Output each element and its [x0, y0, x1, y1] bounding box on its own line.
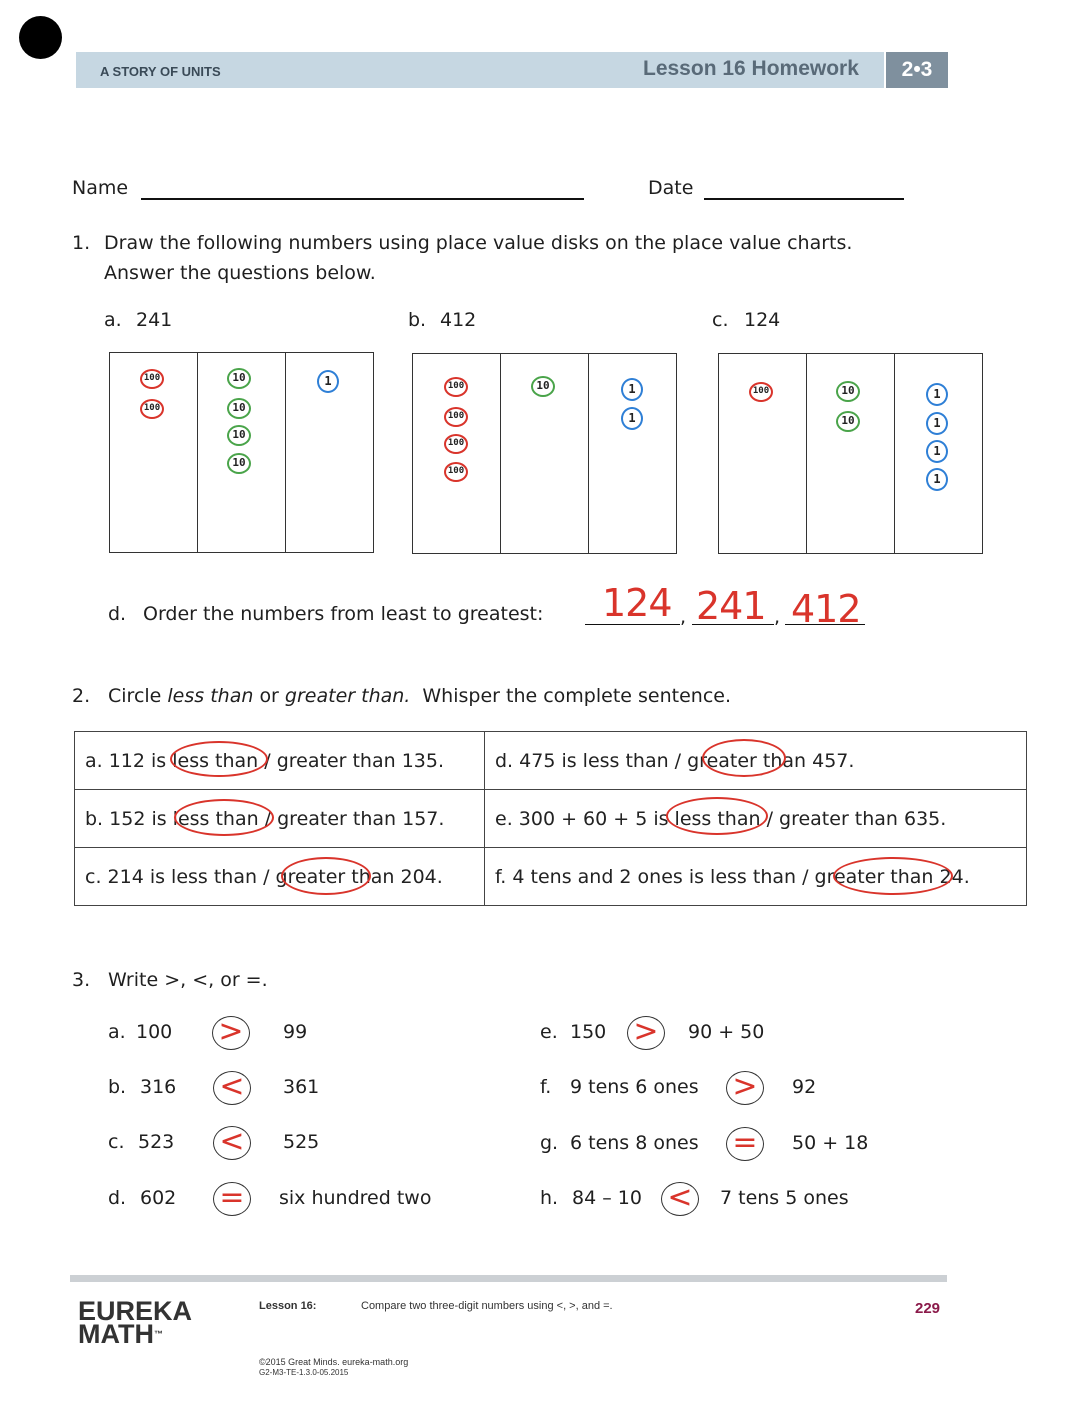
q3-instructions: Write >, <, or =.	[108, 969, 268, 991]
circled-answer-q2a	[170, 741, 268, 777]
q3h-left: 84 – 10	[572, 1187, 642, 1209]
hundreds-disk: 100	[444, 407, 468, 427]
q2d-cell: d. 475 is less than / greater than 457.	[485, 732, 1027, 790]
circled-answer-q2e	[666, 797, 768, 835]
chart-divider	[588, 354, 589, 553]
q3h-label: h.	[540, 1187, 559, 1209]
q3e-label: e.	[540, 1021, 558, 1043]
circled-answer-q2b	[174, 799, 274, 836]
place-value-chart-c	[718, 353, 983, 554]
q3e-right: 90 + 50	[688, 1021, 765, 1043]
q3f-label: f.	[540, 1076, 552, 1098]
q3d-label: d.	[108, 1187, 127, 1209]
q1b-label: b.	[408, 309, 427, 331]
circled-answer-q2f	[833, 857, 953, 895]
q3g-label: g.	[540, 1132, 559, 1154]
q2e-cell: e. 300 + 60 + 5 is less than / greater than 635.	[485, 790, 1027, 848]
hundreds-disk: 100	[749, 382, 773, 402]
q3c-right: 525	[283, 1131, 320, 1153]
q3b-symbol[interactable]: <	[213, 1071, 251, 1105]
name-field[interactable]	[141, 198, 584, 200]
q3f-left: 9 tens 6 ones	[570, 1076, 699, 1098]
tens-disk: 10	[836, 381, 860, 402]
ones-disk: 1	[926, 440, 948, 463]
q3f-right: 92	[792, 1076, 817, 1098]
chart-divider	[197, 353, 198, 552]
q2b-cell: b. 152 is less than / greater than 157.	[75, 790, 485, 848]
q2-instr-or: or	[259, 685, 279, 707]
q3e-symbol[interactable]: >	[627, 1016, 665, 1050]
handwritten-answer-2: 241	[696, 584, 766, 628]
q3b-right: 361	[283, 1076, 320, 1098]
circled-answer-q2c	[281, 857, 371, 895]
q3d-symbol[interactable]: =	[213, 1182, 251, 1216]
q3a-symbol[interactable]: >	[212, 1016, 250, 1050]
q1d-label: d.	[108, 603, 127, 625]
q1b-value: 412	[440, 309, 477, 331]
q2-instr-rest: Whisper the complete sentence.	[422, 685, 731, 707]
footer-code: G2-M3-TE-1.3.0-05.2015	[259, 1368, 349, 1377]
ones-disk: 1	[926, 412, 948, 435]
q1a-label: a.	[104, 309, 122, 331]
chart-divider	[806, 354, 807, 553]
name-label: Name	[72, 177, 129, 199]
ones-disk: 1	[621, 378, 643, 401]
chart-divider	[500, 354, 501, 553]
comma: ,	[680, 606, 687, 628]
eureka-math-logo	[78, 1296, 193, 1349]
q3g-right: 50 + 18	[792, 1132, 869, 1154]
logo-line-2	[78, 1319, 192, 1349]
q1d-prompt: Order the numbers from least to greatest:	[143, 603, 544, 625]
q3b-label: b.	[108, 1076, 127, 1098]
tens-disk: 10	[227, 368, 251, 389]
handwritten-answer-3: 412	[791, 587, 861, 631]
series-title: A STORY OF UNITS	[100, 64, 221, 79]
tens-disk: 10	[531, 376, 555, 397]
q3a-right: 99	[283, 1021, 308, 1043]
q3d-right: six hundred two	[279, 1187, 432, 1209]
q2-instr-circle: Circle	[108, 685, 162, 707]
q1-instructions-2: Answer the questions below.	[104, 262, 376, 284]
q3c-label: c.	[108, 1131, 125, 1153]
q3g-symbol[interactable]: =	[726, 1127, 764, 1161]
q1a-value: 241	[136, 309, 173, 331]
place-value-chart-b	[412, 353, 677, 554]
page-number: 229	[915, 1300, 941, 1317]
q2f-cell: f. 4 tens and 2 ones is less than / greater than 24.	[485, 848, 1027, 906]
tens-disk: 10	[227, 398, 251, 419]
footer-lesson-desc: Compare two three-digit numbers using <, >, and =.	[361, 1300, 613, 1312]
q3a-label: a.	[108, 1021, 126, 1043]
q2-number: 2.	[72, 685, 91, 707]
footer-copyright: ©2015 Great Minds. eureka-math.org	[259, 1357, 409, 1367]
q2a-cell: a. 112 is less than / greater than 135.	[75, 732, 485, 790]
date-field[interactable]	[704, 198, 904, 200]
tens-disk: 10	[227, 425, 251, 446]
chart-divider	[285, 353, 286, 552]
q3g-left: 6 tens 8 ones	[570, 1132, 699, 1154]
q3h-right: 7 tens 5 ones	[720, 1187, 849, 1209]
q3f-symbol[interactable]: >	[726, 1071, 764, 1105]
q3d-left: 602	[140, 1187, 177, 1209]
q3c-left: 523	[138, 1131, 175, 1153]
q1c-label: c.	[712, 309, 729, 331]
logo-line-1: EUREKA	[78, 1296, 193, 1326]
q2-instructions	[108, 685, 731, 707]
ones-disk: 1	[317, 370, 339, 393]
lesson-title: Lesson 16 Homework	[643, 57, 859, 80]
ones-disk: 1	[621, 407, 643, 430]
q3a-left: 100	[136, 1021, 173, 1043]
place-value-chart-a	[109, 352, 374, 553]
footer-lesson-label: Lesson 16:	[259, 1300, 317, 1312]
hundreds-disk: 100	[444, 377, 468, 397]
q3h-symbol[interactable]: <	[661, 1182, 699, 1216]
q1-instructions: Draw the following numbers using place value disks on the place value charts.	[104, 232, 853, 254]
q1-number: 1.	[72, 232, 91, 254]
logo-line-2-text: MATH	[78, 1319, 154, 1349]
ones-disk: 1	[926, 468, 948, 491]
hundreds-disk: 100	[140, 369, 164, 389]
tens-disk: 10	[227, 453, 251, 474]
hundreds-disk: 100	[140, 399, 164, 419]
logo-trademark: ™	[153, 1329, 163, 1339]
q3b-left: 316	[140, 1076, 177, 1098]
q2-instr-greater: greater than.	[284, 685, 411, 707]
q3e-left: 150	[570, 1021, 607, 1043]
date-label: Date	[648, 177, 694, 199]
hundreds-disk: 100	[444, 434, 468, 454]
q3-number: 3.	[72, 969, 91, 991]
tens-disk: 10	[836, 411, 860, 432]
q2c-cell: c. 214 is less than / greater than 204.	[75, 848, 485, 906]
page-corner-dot	[19, 16, 62, 59]
q2-instr-less: less than	[167, 685, 254, 707]
chart-divider	[894, 354, 895, 553]
hundreds-disk: 100	[444, 462, 468, 482]
circled-answer-q2d	[702, 739, 786, 777]
q3c-symbol[interactable]: <	[213, 1126, 251, 1160]
footer-rule	[70, 1275, 947, 1282]
handwritten-answer-1: 124	[602, 581, 672, 625]
grade-module-badge: 2•3	[886, 52, 948, 88]
q1c-value: 124	[744, 309, 781, 331]
ones-disk: 1	[926, 383, 948, 406]
comma: ,	[774, 606, 781, 628]
